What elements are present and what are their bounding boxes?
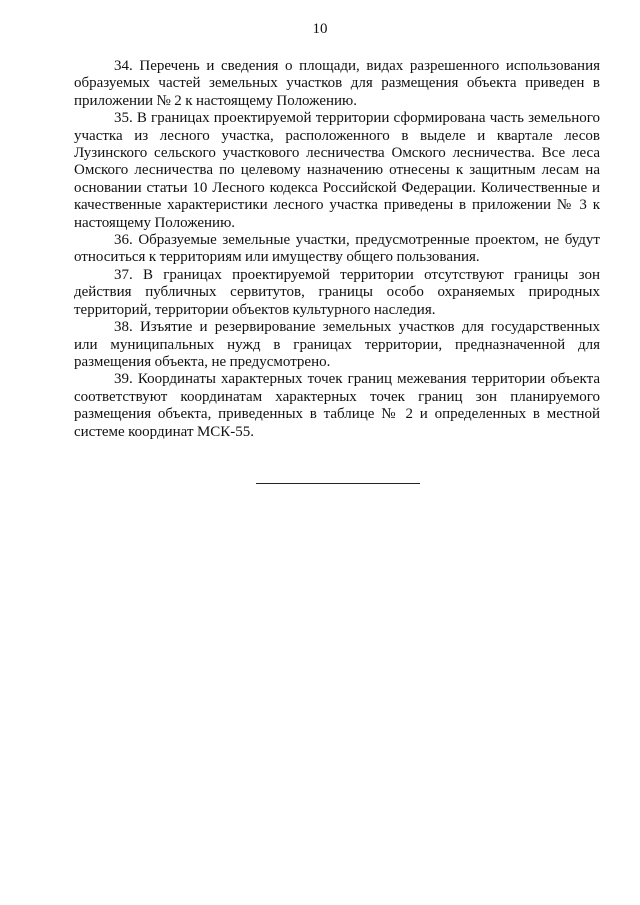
paragraph-number: 36. (114, 232, 133, 249)
paragraph-text: В границах проектируемой территории сформирована часть земельного участка из лесного участка, расположенного в выделе и квартале лесов Лузинского сельского участкового лесничества Омского лесничества. Все леса Омского лесничества по целевому назначению отнесены к защитным лесам на основании статьи 10 Лесного кодекса Российской Федерации. Количественные и качественные характеристики лесного участка приведены в приложении № 3 к настоящему Положению. (74, 110, 601, 231)
paragraph-number: 37. (114, 266, 133, 283)
paragraph-number: 34. (114, 58, 133, 74)
paragraph-number: 39. (114, 371, 133, 388)
paragraph-text: В границах проектируемой территории отсутствуют границы зон действия публичных сервитутов, границы особо охраняемых природных территорий, территории объектов культурного наследия. (74, 266, 600, 318)
page-number: 10 (312, 21, 328, 37)
paragraph-35 (74, 110, 600, 232)
end-divider (256, 483, 420, 484)
paragraph-36 (74, 232, 600, 267)
paragraph-number: 38. (114, 319, 133, 336)
paragraph-number: 35. (114, 110, 133, 127)
paragraph-39 (74, 371, 600, 441)
paragraph-text: Координаты характерных точек границ межевания территории объекта соответствуют координатам характерных точек границ зон планируемого размещения объекта, приведенных в таблице № 2 и определенных в местной системе координат МСК-55. (74, 371, 600, 440)
paragraph-text: Перечень и сведения о площади, видах разрешенного использования образуемых частей земельных участков для размещения объекта приведен в приложении № 2 к настоящему Положению. (74, 58, 600, 109)
document-body (74, 58, 600, 441)
paragraph-37 (74, 267, 600, 319)
paragraph-text: Образуемые земельные участки, предусмотренные проектом, не будут относиться к территориям или имуществу общего пользования. (74, 232, 600, 266)
paragraph-38 (74, 319, 600, 371)
paragraph-text: Изъятие и резервирование земельных участков для государственных или муниципальных нужд в границах территории, предназначенной для размещения объекта, не предусмотрено. (74, 319, 600, 370)
paragraph-34 (74, 58, 600, 110)
